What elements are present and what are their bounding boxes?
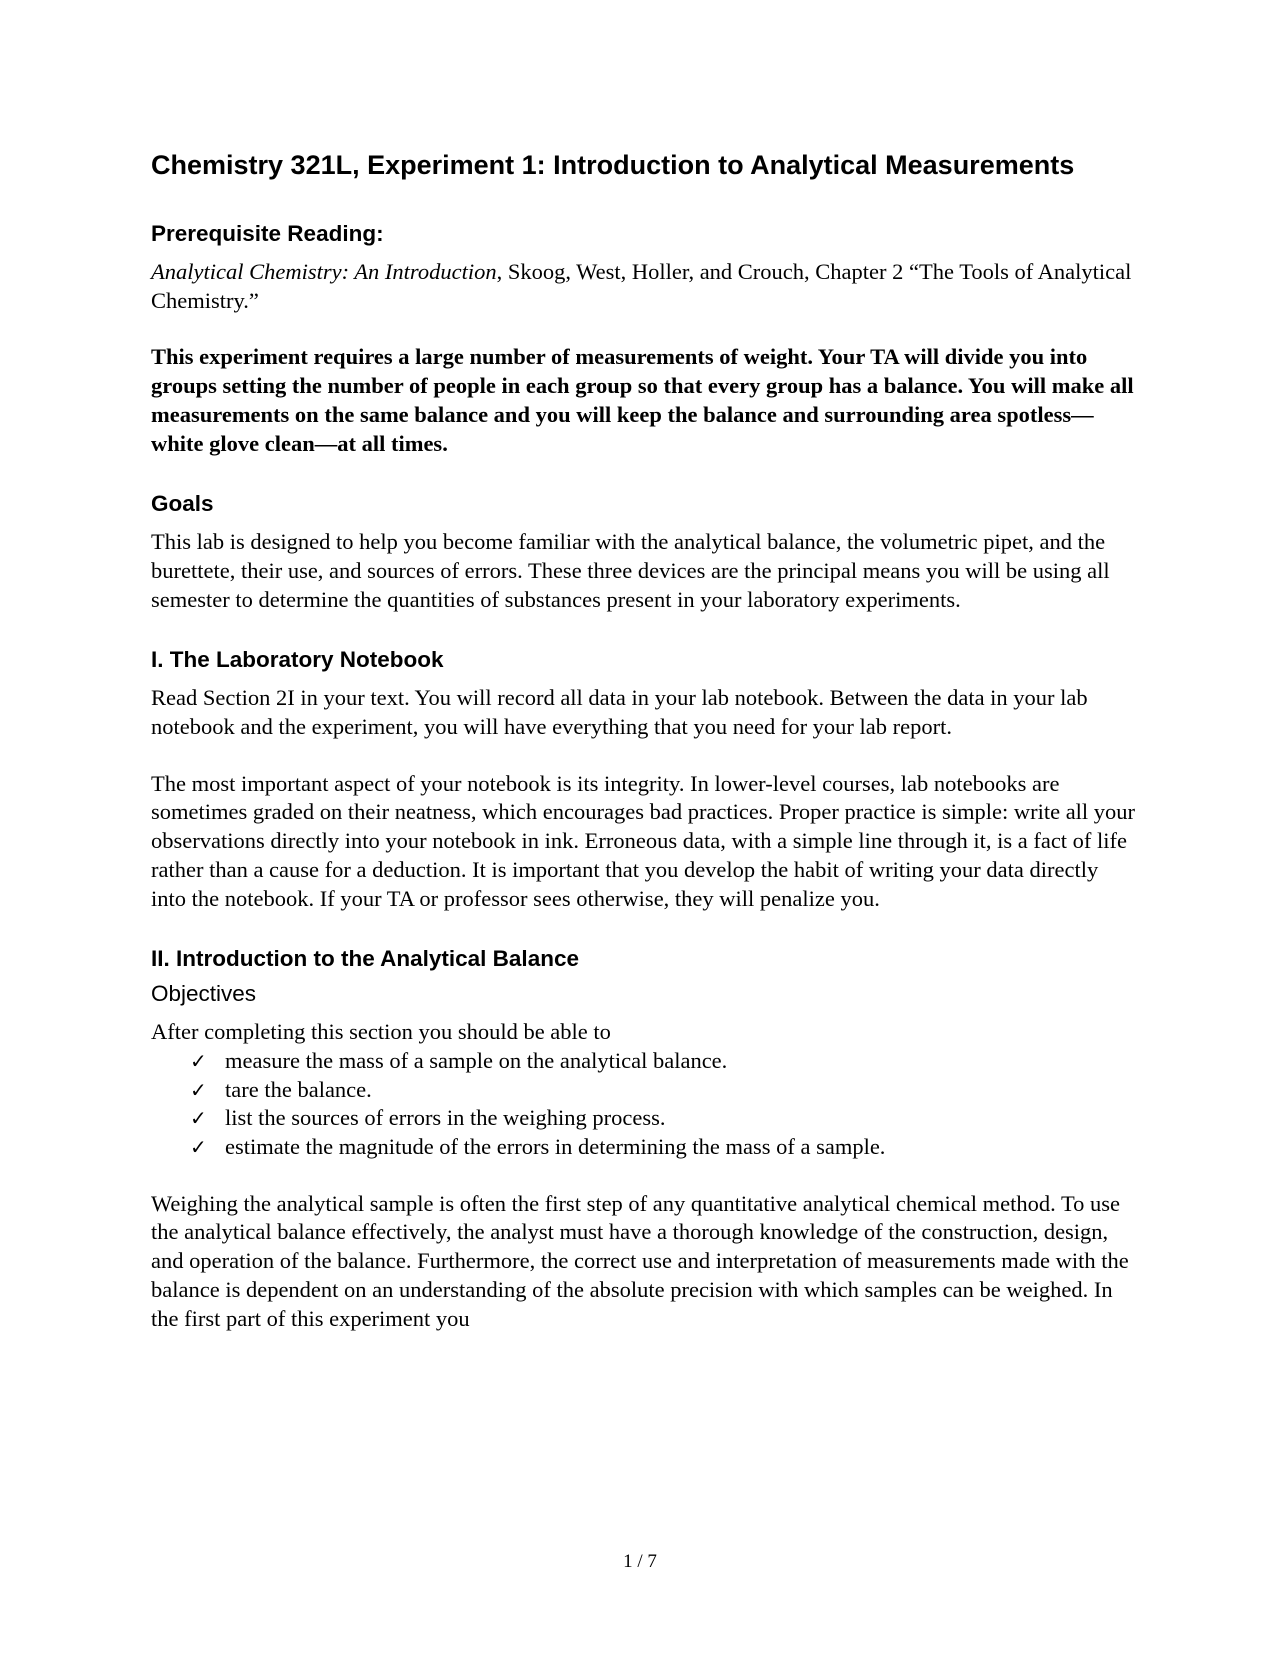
objectives-intro: After completing this section you should be able to <box>151 1019 611 1045</box>
checkmark-icon: ✓ <box>190 1077 207 1102</box>
objective-item <box>151 1104 1136 1133</box>
prerequisite-citation <box>151 258 1136 315</box>
notebook-heading: I. The Laboratory Notebook <box>151 647 444 673</box>
objective-text: tare the balance. <box>225 1076 372 1102</box>
objective-text: estimate the magnitude of the errors in determining the mass of a sample. <box>225 1134 886 1160</box>
objective-item <box>151 1133 1136 1162</box>
document-title: Chemistry 321L, Experiment 1: Introduction to Analytical Measurements <box>151 150 1075 180</box>
objectives-list <box>151 1047 1136 1162</box>
objectives-heading: Objectives <box>151 981 257 1007</box>
checkmark-icon: ✓ <box>190 1135 207 1160</box>
notebook-paragraph-1: Read Section 2I in your text. You will record all data in your lab notebook. Between the data in your lab notebook and the experiment, you will have everything that you need for your lab report. <box>151 685 1088 740</box>
page-number: 1 / 7 <box>623 1551 657 1572</box>
document-page <box>151 148 1136 1333</box>
notebook-paragraph-2: The most important aspect of your notebook is its integrity. In lower-level courses, lab notebooks are sometimes graded on their neatness, which encourages bad practices. Proper practice is simple: write all your observations directly into your notebook in ink. Erroneous data, with a simple line through it, is a fact of life rather than a cause for a deduction. It is important that you develop the habit of writing your data directly into the notebook. If your TA or professor sees otherwise, they will penalize you. <box>151 770 1136 911</box>
objective-text: measure the mass of a sample on the analytical balance. <box>225 1047 728 1073</box>
goals-heading: Goals <box>151 491 214 517</box>
prerequisite-heading: Prerequisite Reading: <box>151 221 384 246</box>
checkmark-icon: ✓ <box>190 1048 207 1073</box>
goals-paragraph: This lab is designed to help you become familiar with the analytical balance, the volumetric pipet, and the burettete, their use, and sources of errors. These three devices are the principal means you will be using all semester to determine the quantities of substances present in your laboratory experiments. <box>151 529 1110 612</box>
citation-details: , Skoog, West, Holler, and Crouch, Chapter 2 “The Tools of Analytical Chemistry.” <box>151 259 1132 313</box>
balance-notice: This experiment requires a large number of measurements of weight. Your TA will divide you into groups setting the number of people in each group so that every group has a balance. You will make all measurements on the same balance and you will keep the balance and surrounding area spotless—white glove clean—at all times. <box>151 344 1134 456</box>
balance-paragraph: Weighing the analytical sample is often the first step of any quantitative analytical chemical method. To use the analytical balance effectively, the analyst must have a thorough knowledge of the construction, design, and operation of the balance. Furthermore, the correct use and interpretation of measurements made with the balance is dependent on an understanding of the absolute precision with which samples can be weighed. In the first part of this experiment you <box>151 1190 1129 1331</box>
book-title: Analytical Chemistry: An Introduction <box>151 259 497 284</box>
checkmark-icon: ✓ <box>190 1106 207 1131</box>
objective-item <box>151 1047 1136 1076</box>
objective-item <box>151 1076 1136 1105</box>
balance-heading: II. Introduction to the Analytical Balance <box>151 946 579 972</box>
objective-text: list the sources of errors in the weighing process. <box>225 1105 666 1131</box>
